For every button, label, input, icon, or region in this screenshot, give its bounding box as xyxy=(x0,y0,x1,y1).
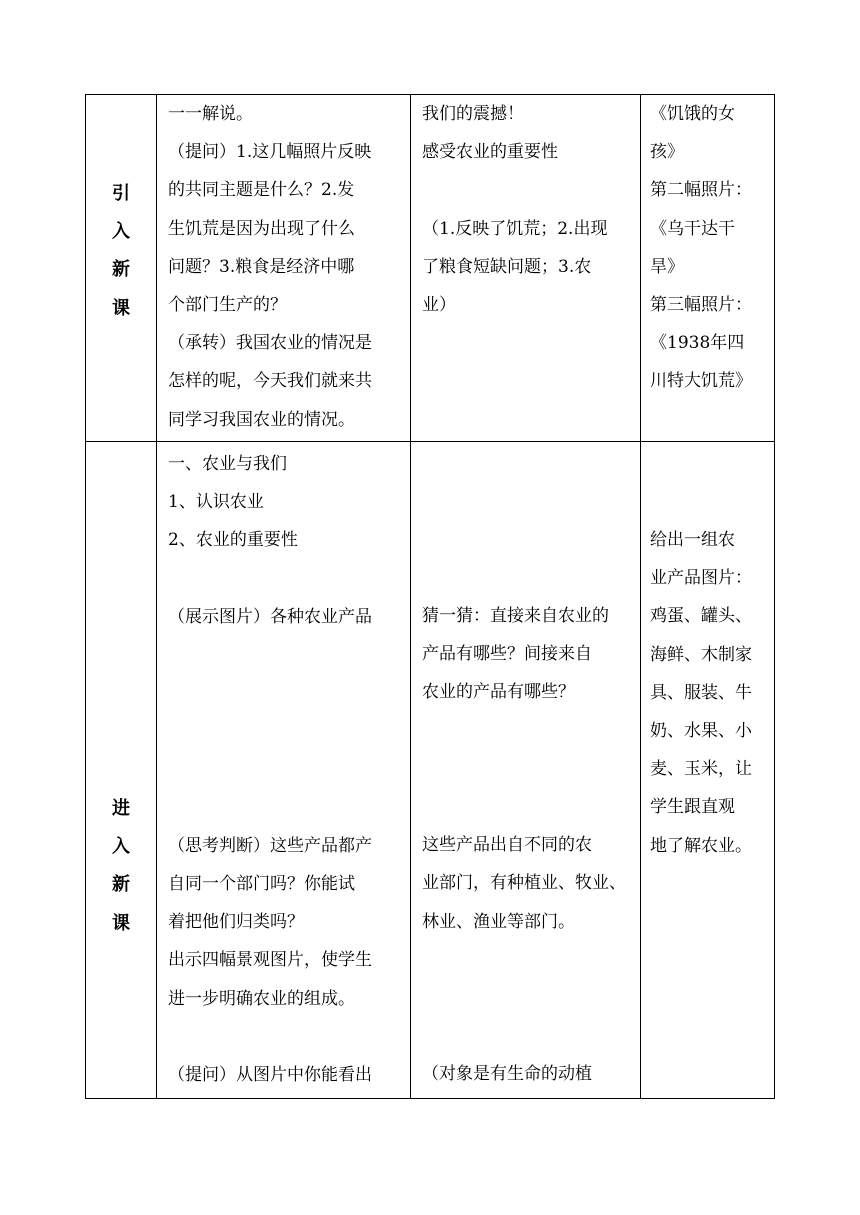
section1-notes: 《饥饿的女 孩》 第二幅照片： 《乌干达干 旱》 第三幅照片： 《1938年四 川特大饥荒》 xyxy=(650,104,752,392)
section1-label: 引 入 新 课 xyxy=(112,183,130,319)
section2-notes: 给出一组农 业产品图片： 鸡蛋、罐头、 海鲜、木制家 具、服装、牛 奶、水果、小 麦、玉米，让 学生跟直观 地了解农业。 xyxy=(650,530,752,856)
section1-teacher-activity: 一一解说。 （提问）1.这几幅照片反映 的共同主题是什么？2.发 生饥荒是因为出现了什么 问题？3.粮食是经济中哪 个部门生产的？ （承转）我国农业的情况是 怎样的呢，今天我们就来共 同学习我国农业的情况。 xyxy=(168,104,372,430)
section2-label: 进 入 新 课 xyxy=(112,798,130,934)
lesson-table xyxy=(85,94,775,1099)
column-divider xyxy=(410,95,411,1098)
section2-student-activity: 猜一猜：直接来自农业的 产品有哪些？间接来自 农业的产品有哪些？ 这些产品出自不同的农 业部门，有种植业、牧业、 林业、渔业等部门。 （对象是有生命的动植 xyxy=(422,606,626,1085)
row-divider xyxy=(86,441,774,442)
section1-student-activity: 我们的震撼！ 感受农业的重要性 （1.反映了饥荒；2.出现 了粮食短缺问题；3.农 业） xyxy=(422,104,608,315)
column-divider xyxy=(156,95,157,1098)
column-divider xyxy=(640,95,641,1098)
section2-teacher-activity: 一、农业与我们 1、认识农业 2、农业的重要性 （展示图片）各种农业产品 （思考判断）这些产品都产 自同一个部门吗？你能试 着把他们归类吗？ 出示四幅景观图片，使学生 进一步明确农业的组成。 （提问）从图片中你能看出 xyxy=(168,454,372,1085)
